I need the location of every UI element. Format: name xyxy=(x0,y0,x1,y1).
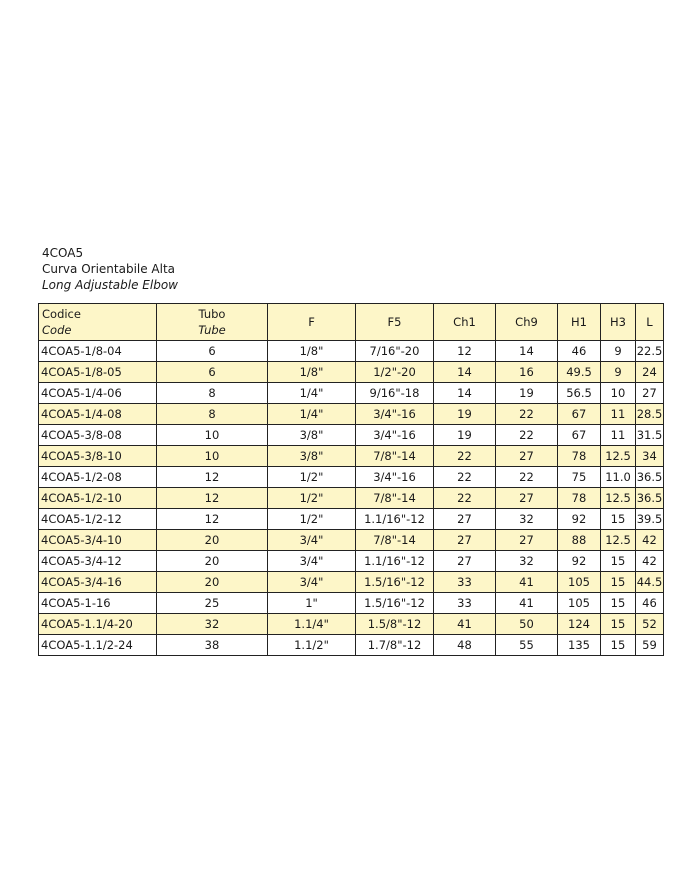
cell-ch1: 22 xyxy=(434,446,496,467)
cell-h3: 15 xyxy=(601,635,636,656)
cell-l: 28.5 xyxy=(636,404,664,425)
cell-ch1: 22 xyxy=(434,488,496,509)
cell-tube: 6 xyxy=(157,341,268,362)
cell-f5: 7/8"-14 xyxy=(356,530,434,551)
cell-l: 46 xyxy=(636,593,664,614)
cell-ch9: 22 xyxy=(496,404,558,425)
cell-f5: 3/4"-16 xyxy=(356,425,434,446)
cell-ch9: 27 xyxy=(496,446,558,467)
product-code: 4COA5 xyxy=(42,246,84,260)
table-row xyxy=(39,572,664,593)
cell-f: 1/2" xyxy=(268,488,356,509)
table-row xyxy=(39,362,664,383)
cell-h3: 9 xyxy=(601,362,636,383)
cell-tube: 8 xyxy=(157,404,268,425)
cell-code: 4COA5-1.1/2-24 xyxy=(39,635,157,656)
column-header-f5: F5 xyxy=(356,304,434,341)
cell-h1: 78 xyxy=(558,488,601,509)
cell-ch1: 27 xyxy=(434,509,496,530)
product-title-it: Curva Orientabile Alta xyxy=(42,262,176,276)
cell-ch1: 33 xyxy=(434,572,496,593)
column-header-f: F xyxy=(268,304,356,341)
cell-ch9: 16 xyxy=(496,362,558,383)
cell-f: 3/4" xyxy=(268,551,356,572)
cell-tube: 20 xyxy=(157,572,268,593)
cell-ch1: 19 xyxy=(434,404,496,425)
cell-h3: 11 xyxy=(601,425,636,446)
cell-l: 42 xyxy=(636,530,664,551)
cell-h3: 15 xyxy=(601,593,636,614)
cell-tube: 20 xyxy=(157,530,268,551)
cell-h3: 11.0 xyxy=(601,467,636,488)
cell-ch9: 55 xyxy=(496,635,558,656)
cell-h1: 124 xyxy=(558,614,601,635)
cell-f: 1/4" xyxy=(268,404,356,425)
cell-h3: 12.5 xyxy=(601,530,636,551)
cell-ch1: 14 xyxy=(434,362,496,383)
cell-ch1: 33 xyxy=(434,593,496,614)
cell-f: 1/2" xyxy=(268,509,356,530)
cell-tube: 8 xyxy=(157,383,268,404)
cell-code: 4COA5-1/2-08 xyxy=(39,467,157,488)
cell-f: 1/8" xyxy=(268,362,356,383)
table-body xyxy=(39,341,664,656)
table-row xyxy=(39,425,664,446)
table-row xyxy=(39,467,664,488)
cell-ch1: 22 xyxy=(434,467,496,488)
cell-l: 44.5 xyxy=(636,572,664,593)
cell-f5: 1.5/16"-12 xyxy=(356,593,434,614)
cell-ch9: 27 xyxy=(496,530,558,551)
cell-h3: 11 xyxy=(601,404,636,425)
cell-f: 3/4" xyxy=(268,572,356,593)
cell-ch9: 22 xyxy=(496,425,558,446)
cell-ch1: 19 xyxy=(434,425,496,446)
cell-ch9: 14 xyxy=(496,341,558,362)
cell-code: 4COA5-1/4-06 xyxy=(39,383,157,404)
cell-ch9: 19 xyxy=(496,383,558,404)
column-header-ch9: Ch9 xyxy=(496,304,558,341)
table-row xyxy=(39,509,664,530)
cell-h1: 75 xyxy=(558,467,601,488)
cell-tube: 20 xyxy=(157,551,268,572)
cell-f5: 7/16"-20 xyxy=(356,341,434,362)
cell-ch1: 41 xyxy=(434,614,496,635)
cell-l: 36.5 xyxy=(636,488,664,509)
cell-h1: 46 xyxy=(558,341,601,362)
column-header-h3: H3 xyxy=(601,304,636,341)
table-row xyxy=(39,593,664,614)
cell-h3: 10 xyxy=(601,383,636,404)
cell-h1: 78 xyxy=(558,446,601,467)
cell-tube: 32 xyxy=(157,614,268,635)
cell-h1: 105 xyxy=(558,593,601,614)
cell-l: 39.5 xyxy=(636,509,664,530)
cell-l: 52 xyxy=(636,614,664,635)
cell-ch9: 22 xyxy=(496,467,558,488)
cell-f: 1.1/2" xyxy=(268,635,356,656)
column-header-tube-it: Tubo xyxy=(198,307,226,321)
cell-f5: 7/8"-14 xyxy=(356,446,434,467)
cell-ch1: 27 xyxy=(434,530,496,551)
cell-f: 3/8" xyxy=(268,425,356,446)
table-row xyxy=(39,614,664,635)
cell-code: 4COA5-3/4-10 xyxy=(39,530,157,551)
cell-f: 1/8" xyxy=(268,341,356,362)
cell-code: 4COA5-3/4-16 xyxy=(39,572,157,593)
table-row xyxy=(39,488,664,509)
cell-ch1: 14 xyxy=(434,383,496,404)
cell-code: 4COA5-1/8-04 xyxy=(39,341,157,362)
cell-h3: 15 xyxy=(601,572,636,593)
cell-ch9: 27 xyxy=(496,488,558,509)
cell-h1: 67 xyxy=(558,425,601,446)
cell-l: 31.5 xyxy=(636,425,664,446)
cell-code: 4COA5-3/8-08 xyxy=(39,425,157,446)
cell-h3: 12.5 xyxy=(601,446,636,467)
cell-code: 4COA5-1/4-08 xyxy=(39,404,157,425)
table-header-row xyxy=(39,304,664,341)
table-row xyxy=(39,551,664,572)
cell-code: 4COA5-3/8-10 xyxy=(39,446,157,467)
cell-h3: 15 xyxy=(601,614,636,635)
table-row xyxy=(39,383,664,404)
cell-l: 27 xyxy=(636,383,664,404)
cell-f5: 1.5/8"-12 xyxy=(356,614,434,635)
cell-code: 4COA5-1.1/4-20 xyxy=(39,614,157,635)
cell-h1: 67 xyxy=(558,404,601,425)
cell-h1: 92 xyxy=(558,509,601,530)
cell-f5: 1.7/8"-12 xyxy=(356,635,434,656)
cell-f5: 1.1/16"-12 xyxy=(356,551,434,572)
cell-ch9: 32 xyxy=(496,551,558,572)
cell-h1: 135 xyxy=(558,635,601,656)
column-header-tube-en: Tube xyxy=(198,323,226,337)
cell-f: 1" xyxy=(268,593,356,614)
cell-l: 34 xyxy=(636,446,664,467)
cell-h1: 49.5 xyxy=(558,362,601,383)
cell-f: 1/2" xyxy=(268,467,356,488)
cell-tube: 12 xyxy=(157,488,268,509)
cell-l: 22.5 xyxy=(636,341,664,362)
column-header-l: L xyxy=(636,304,664,341)
product-heading xyxy=(42,245,178,293)
cell-code: 4COA5-1-16 xyxy=(39,593,157,614)
cell-h3: 12.5 xyxy=(601,488,636,509)
column-header-ch1: Ch1 xyxy=(434,304,496,341)
cell-h1: 88 xyxy=(558,530,601,551)
cell-h3: 9 xyxy=(601,341,636,362)
cell-f5: 1.5/16"-12 xyxy=(356,572,434,593)
cell-l: 24 xyxy=(636,362,664,383)
cell-l: 36.5 xyxy=(636,467,664,488)
table-row xyxy=(39,446,664,467)
product-title-en: Long Adjustable Elbow xyxy=(42,278,178,292)
column-header-tube xyxy=(157,304,268,341)
table-row xyxy=(39,530,664,551)
cell-l: 42 xyxy=(636,551,664,572)
table-row xyxy=(39,635,664,656)
cell-f: 3/8" xyxy=(268,446,356,467)
dimensions-table xyxy=(38,303,664,656)
cell-tube: 12 xyxy=(157,509,268,530)
cell-tube: 38 xyxy=(157,635,268,656)
cell-f: 1/4" xyxy=(268,383,356,404)
cell-ch9: 32 xyxy=(496,509,558,530)
cell-ch9: 41 xyxy=(496,572,558,593)
cell-ch1: 12 xyxy=(434,341,496,362)
cell-f5: 3/4"-16 xyxy=(356,404,434,425)
cell-h3: 15 xyxy=(601,551,636,572)
cell-f5: 1/2"-20 xyxy=(356,362,434,383)
cell-ch9: 41 xyxy=(496,593,558,614)
table-row xyxy=(39,404,664,425)
cell-f5: 3/4"-16 xyxy=(356,467,434,488)
cell-code: 4COA5-1/2-12 xyxy=(39,509,157,530)
cell-ch9: 50 xyxy=(496,614,558,635)
cell-code: 4COA5-1/8-05 xyxy=(39,362,157,383)
cell-tube: 10 xyxy=(157,446,268,467)
cell-tube: 6 xyxy=(157,362,268,383)
table-row xyxy=(39,341,664,362)
column-header-code-it: Codice xyxy=(42,307,81,321)
cell-ch1: 27 xyxy=(434,551,496,572)
column-header-h1: H1 xyxy=(558,304,601,341)
cell-f5: 1.1/16"-12 xyxy=(356,509,434,530)
cell-code: 4COA5-1/2-10 xyxy=(39,488,157,509)
column-header-code-en: Code xyxy=(42,323,72,337)
cell-h1: 92 xyxy=(558,551,601,572)
cell-f5: 9/16"-18 xyxy=(356,383,434,404)
cell-l: 59 xyxy=(636,635,664,656)
cell-f5: 7/8"-14 xyxy=(356,488,434,509)
cell-code: 4COA5-3/4-12 xyxy=(39,551,157,572)
cell-h3: 15 xyxy=(601,509,636,530)
cell-h1: 56.5 xyxy=(558,383,601,404)
cell-tube: 25 xyxy=(157,593,268,614)
column-header-code xyxy=(39,304,157,341)
cell-f: 3/4" xyxy=(268,530,356,551)
cell-ch1: 48 xyxy=(434,635,496,656)
cell-tube: 12 xyxy=(157,467,268,488)
cell-tube: 10 xyxy=(157,425,268,446)
cell-h1: 105 xyxy=(558,572,601,593)
cell-f: 1.1/4" xyxy=(268,614,356,635)
